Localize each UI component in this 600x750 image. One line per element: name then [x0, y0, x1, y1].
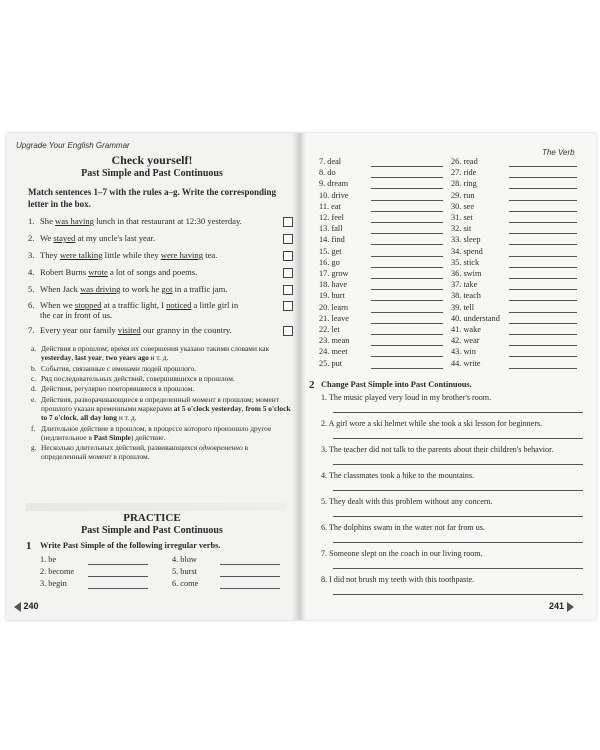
sentence-text: lunch in that restaurant at 12:30 yesterday.	[93, 216, 242, 226]
sentence-text: Robert Burns	[40, 267, 89, 277]
answer-line[interactable]	[371, 356, 443, 357]
answer-line[interactable]	[509, 300, 577, 301]
answer-line[interactable]	[509, 289, 577, 290]
underlined-verb: stopped	[74, 300, 102, 310]
exercise-1-instruction: Write Past Simple of the following irregular verbs.	[40, 541, 221, 550]
answer-line[interactable]	[371, 211, 443, 212]
verb-item: 44. write	[451, 358, 481, 368]
sentence-number: 5.	[28, 284, 35, 294]
answer-line[interactable]	[371, 244, 443, 245]
verb-item: 8. do	[319, 168, 336, 178]
sentence-text: When Jack	[40, 284, 81, 294]
sentence-text: in a traffic jam.	[172, 284, 228, 294]
rule-letter: e.	[31, 394, 37, 404]
rule-text: События, связанные с именами людей прошлого.	[41, 363, 197, 373]
answer-line[interactable]	[333, 412, 583, 413]
sentence-item	[28, 325, 232, 335]
answer-line[interactable]	[220, 576, 280, 577]
answer-line[interactable]	[88, 576, 148, 577]
verb-item: 33. sleep	[451, 235, 481, 245]
verb-item: 29. run	[451, 190, 475, 200]
verb-item: 11. eat	[319, 201, 341, 211]
rule-text: Длительное действие в прошлом, в процессе которого произошло другое (недлительное в Past Simple) действие.	[41, 423, 272, 442]
sentence-text: When we	[40, 300, 75, 310]
right-page	[299, 133, 596, 620]
underlined-verb: were having	[160, 250, 204, 260]
answer-line[interactable]	[371, 256, 443, 257]
page-marker-icon	[567, 602, 574, 612]
answer-line[interactable]	[509, 256, 577, 257]
verb-item: 1. be	[40, 555, 57, 564]
exercise-2-item: 7. Someone slept on the coach in our living room.	[321, 549, 483, 558]
underlined-verb: wrote	[88, 267, 108, 277]
exercise-2-item: 2. A girl wore a ski helmet while she took a ski lesson for beginners.	[321, 419, 543, 428]
check-yourself-title: Check yourself!	[111, 153, 193, 167]
rule-text: Действия в прошлом; время их совершения указано такими словами как yesterday, last year, two years ago и т. д.	[41, 344, 270, 363]
page-number-right	[549, 601, 574, 612]
verb-item: 17. grow	[319, 269, 349, 278]
underlined-verb: was driving	[80, 284, 121, 294]
verb-item: 26. read	[451, 157, 478, 166]
verb-item: 41. wake	[451, 325, 481, 334]
answer-line[interactable]	[333, 594, 583, 595]
answer-line[interactable]	[371, 312, 443, 313]
answer-line[interactable]	[509, 200, 577, 201]
sentence-text: the car in front of us.	[40, 310, 113, 320]
sentence-number: 6.	[28, 300, 35, 310]
verb-item: 35. stick	[451, 257, 480, 267]
verb-item: 42. wear	[451, 336, 480, 346]
sentence-text: She	[40, 216, 56, 226]
sentence-number: 4.	[28, 267, 35, 277]
sentence-text: They	[40, 250, 60, 260]
exercise-2-item: 4. The classmates took a hike to the mountains.	[321, 471, 475, 480]
sentence-item	[28, 216, 242, 226]
verb-item: 38. teach	[451, 291, 481, 301]
answer-line[interactable]	[88, 588, 148, 589]
rule-text: Ряд последовательных действий, совершившихся в прошлом.	[41, 373, 235, 383]
verb-item: 30. see	[451, 201, 475, 211]
print-smudge	[26, 503, 286, 511]
answer-line[interactable]	[509, 312, 577, 313]
verb-item: 10. drive	[319, 190, 349, 200]
answer-line[interactable]	[333, 490, 583, 491]
answer-line[interactable]	[333, 568, 583, 569]
answer-line[interactable]	[509, 267, 577, 268]
answer-line[interactable]	[509, 323, 577, 324]
answer-line[interactable]	[371, 200, 443, 201]
exercise-2-item: 5. They dealt with this problem without any concern.	[321, 497, 493, 506]
sentence-text: tea.	[203, 250, 218, 260]
answer-line[interactable]	[333, 542, 583, 543]
answer-line[interactable]	[509, 244, 577, 245]
match-instruction: Match sentences 1–7 with the rules a–g. Write the corresponding letter in the box.	[28, 187, 276, 209]
answer-line[interactable]	[371, 368, 443, 369]
sentence-number: 3.	[28, 250, 35, 260]
rule-text: Действия, разворачивающиеся в определенный момент в прошлом; момент прошлого указан временными маркерами at 5 o'clock yesterday, from 5 o'clock to 7 o'clock, all day long и т. д.	[41, 394, 291, 423]
verb-item: 25. put	[319, 358, 343, 368]
sentence-number: 2.	[28, 233, 35, 243]
sentence-text: Every year our family	[40, 325, 118, 335]
exercise-2-item: 1. The music played very loud in my brother's room.	[321, 393, 492, 402]
answer-line[interactable]	[509, 233, 577, 234]
answer-line[interactable]	[333, 464, 583, 465]
underlined-verb: were talking	[59, 250, 103, 260]
rule-item	[31, 344, 293, 362]
sentence-text: We	[40, 233, 54, 243]
verb-item: 14. find	[319, 235, 345, 245]
rule-item	[31, 443, 293, 461]
page-number-text: 240	[23, 601, 39, 611]
rule-letter: d.	[31, 384, 37, 394]
verb-item: 2. become	[40, 567, 75, 576]
answer-line[interactable]	[371, 267, 443, 268]
rule-item	[31, 364, 293, 373]
page-marker-icon	[14, 602, 21, 612]
answer-line[interactable]	[371, 334, 443, 335]
sentence-number: 7.	[28, 325, 35, 335]
answer-line[interactable]	[509, 368, 577, 369]
answer-line[interactable]	[333, 516, 583, 517]
rule-letter: a.	[31, 344, 37, 353]
answer-line[interactable]	[371, 278, 443, 279]
page-number-text: 241	[549, 601, 565, 611]
answer-line[interactable]	[371, 323, 443, 324]
rule-item	[31, 395, 293, 423]
book-gutter-shadow	[292, 133, 306, 620]
rule-letter: c.	[31, 373, 37, 383]
exercise-2-instruction: Change Past Simple into Past Continuous.	[321, 380, 472, 389]
verb-item: 21. leave	[319, 313, 349, 323]
verb-item: 37. take	[451, 280, 478, 290]
verb-item: 27. ride	[451, 168, 477, 178]
verb-item: 39. tell	[451, 302, 475, 312]
answer-line[interactable]	[509, 166, 577, 167]
underlined-verb: visited	[117, 325, 141, 335]
sentence-item	[28, 267, 197, 277]
answer-line[interactable]	[509, 356, 577, 357]
rule-text: Действия, регулярно повторявшиеся в прошлом.	[41, 384, 195, 394]
running-head-right: The Verb	[542, 148, 575, 157]
answer-line[interactable]	[333, 438, 583, 439]
sentence-item	[40, 310, 112, 320]
sentence-item	[28, 233, 155, 243]
verb-item: 28. ring	[451, 179, 477, 189]
check-yourself-subtitle: Past Simple and Past Continuous	[81, 168, 223, 179]
rule-item	[31, 384, 293, 393]
verb-item: 40. understand	[451, 313, 500, 323]
verb-item: 18. have	[319, 280, 348, 290]
sentence-text: a lot of songs and poems.	[107, 267, 198, 277]
verb-item: 32. sit	[451, 224, 472, 234]
sentence-text: little while they	[102, 250, 161, 260]
verb-item: 13. fall	[319, 224, 343, 234]
rule-letter: b.	[31, 363, 37, 373]
verb-item: 12. feel	[319, 213, 344, 222]
sentence-text: to work he	[120, 284, 162, 294]
verb-item: 43. win	[451, 347, 476, 357]
rule-letter: g.	[31, 443, 37, 453]
verb-item: 36. swim	[451, 269, 482, 278]
verb-item: 4. blow	[172, 555, 197, 564]
page-number-left	[14, 601, 39, 612]
answer-line[interactable]	[371, 345, 443, 346]
answer-line[interactable]	[371, 188, 443, 189]
answer-line[interactable]	[220, 588, 280, 589]
verb-item: 6. come	[172, 579, 199, 588]
underlined-verb: noticed	[166, 300, 192, 310]
answer-line[interactable]	[509, 278, 577, 279]
verb-item: 34. spend	[451, 246, 483, 256]
verb-item: 5. burst	[172, 567, 197, 576]
exercise-2-item: 8. I did not brush my teeth with this toothpaste.	[321, 575, 475, 584]
sentence-number: 1.	[28, 216, 35, 226]
verb-item: 9. dream	[319, 179, 349, 189]
rule-text: Несколько длительных действий, развивающихся одновременно в определенный момент в прошлом.	[41, 443, 249, 462]
verb-item: 7. deal	[319, 157, 342, 166]
answer-line[interactable]	[509, 188, 577, 189]
exercise-2-item: 3. The teacher did not talk to the parents about their children's behavior.	[321, 445, 554, 454]
answer-line[interactable]	[509, 345, 577, 346]
exercise-2-number: 2	[309, 379, 315, 391]
answer-line[interactable]	[509, 334, 577, 335]
exercise-2-item: 6. The dolphins swam in the water not far from us.	[321, 523, 485, 532]
practice-subtitle: Past Simple and Past Continuous	[81, 525, 223, 536]
rule-item	[31, 424, 293, 442]
sentence-text: at a traffic light, I	[101, 300, 167, 310]
answer-line[interactable]	[509, 222, 577, 223]
underlined-verb: got	[161, 284, 173, 294]
verb-item: 19. hurt	[319, 291, 345, 301]
answer-line[interactable]	[220, 564, 280, 565]
answer-line[interactable]	[371, 222, 443, 223]
answer-line[interactable]	[371, 177, 443, 178]
verb-item: 15. get	[319, 246, 342, 256]
sentence-item	[28, 250, 217, 260]
verb-item: 24. meet	[319, 347, 348, 357]
verb-item: 23. mean	[319, 336, 350, 346]
rule-letter: f.	[31, 423, 36, 433]
verb-item: 20. learn	[319, 302, 349, 312]
book-spread	[6, 133, 596, 620]
answer-line[interactable]	[371, 300, 443, 301]
verb-item: 16. go	[319, 257, 340, 267]
answer-line[interactable]	[371, 289, 443, 290]
answer-line[interactable]	[371, 166, 443, 167]
sentence-text: a little girl in	[191, 300, 239, 310]
rule-item	[31, 374, 293, 383]
answer-line[interactable]	[509, 211, 577, 212]
underlined-verb: stayed	[53, 233, 76, 243]
sentence-text: at my uncle's last year.	[75, 233, 156, 243]
underlined-verb: was having	[55, 216, 94, 226]
practice-title: PRACTICE	[123, 512, 181, 524]
exercise-1-number: 1	[26, 540, 32, 552]
verb-item: 31. set	[451, 213, 473, 222]
answer-line[interactable]	[88, 564, 148, 565]
verb-item: 22. let	[319, 325, 340, 334]
sentence-text: our granny in the country.	[140, 325, 232, 335]
running-head-left: Upgrade Your English Grammar	[16, 141, 130, 150]
sentence-item	[28, 300, 238, 310]
sentence-item	[28, 284, 227, 294]
verb-item: 3. begin	[40, 579, 67, 588]
answer-line[interactable]	[509, 177, 577, 178]
left-page	[6, 133, 298, 620]
answer-line[interactable]	[371, 233, 443, 234]
rules-list	[31, 344, 293, 463]
